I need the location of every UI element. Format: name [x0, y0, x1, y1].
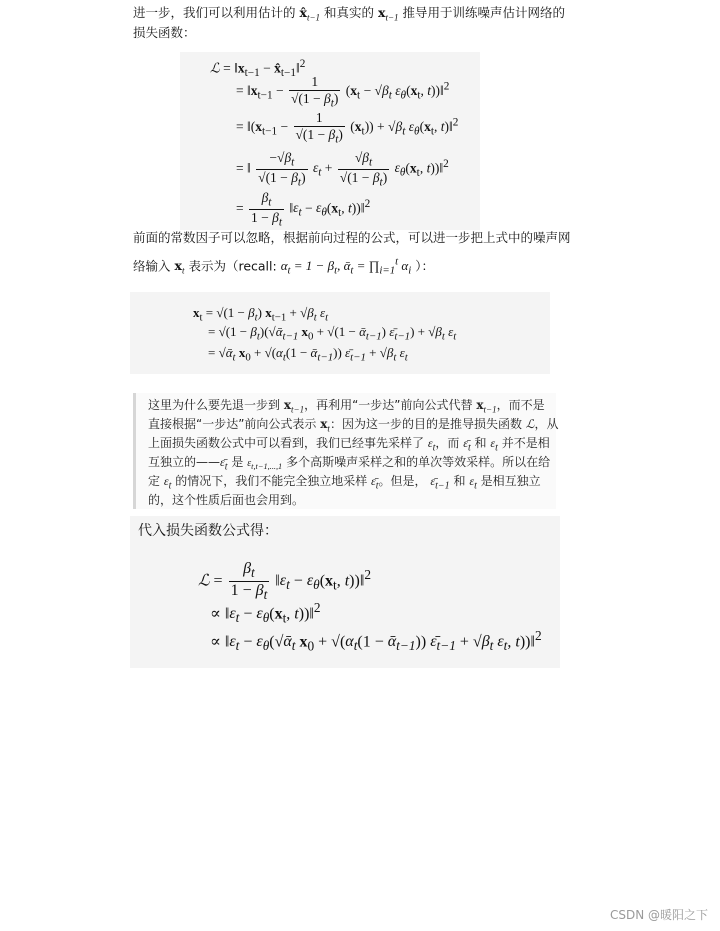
- symbol-x-t-1: $x_{t-1}$: [378, 5, 399, 23]
- quote-line-1: 这里为什么要先退一步到 $x_{t-1}$，再利用“一步达”前向公式代替 $x_{t-1}$，而不是: [148, 398, 545, 415]
- intro-text-c: 推导用于训练噪声估计网络的: [402, 5, 566, 20]
- final-line-1: ℒ = $\frac{\beta_t}{1 - \beta_t}$ $‖\varepsilon_t - \varepsilon_\theta(x_t$, t))‖$^2$: [198, 560, 371, 603]
- symbol-xhat-t-1: $x̂_{t-1}$: [299, 5, 321, 23]
- loss-line-2: = $‖x_{t-1}$ − $\frac{1}{√(1 - \beta_t)}$ ($x_t - √\beta_t$ $\varepsilon_\theta(x_t$, t))‖$^2$: [236, 74, 450, 110]
- final-line-2: ∝ $‖\varepsilon_t - \varepsilon_\theta(x_t$, t))‖$^2$: [210, 600, 321, 626]
- intro-text-a: 进一步，我们可以利用估计的: [133, 5, 296, 20]
- intro-line-1: [133, 3, 565, 28]
- middle-text-b: 表示为（recall:: [188, 258, 277, 274]
- loss-line-1: ℒ = $‖x_{t-1}$ − $x̂_{t-1}‖^2$: [210, 58, 306, 80]
- quote-line-5: 定 $\varepsilon_t$ 的情况下，我们不能完全独立地采样 $\varepsilon̄_t$。但是， $\varepsilon̄_{t-1}$ 和 $\varepsilon_t$ 是相互独立: [148, 474, 541, 492]
- quote-line-2: 直接根据“一步达”前向公式表示 $x_t$：因为这一步的目的是推导损失函数 ℒ，从: [148, 417, 559, 434]
- substitute-heading: 代入损失函数公式得：: [138, 523, 278, 539]
- xt-line-3: = √ᾱ$_t$ $x_0 + √(\alpha_t(1$ − ᾱ$_{t-1}$)) $\varepsilon̄_{t-1} + √\beta_t$ $\varepsilon_t$: [208, 345, 408, 364]
- csdn-watermark: CSDN @暖阳之下: [609, 908, 708, 922]
- symbol-x-t: $x_t$: [174, 258, 185, 276]
- quote-line-3: 上面损失函数公式中可以看到，我们已经事先采样了 $\varepsilon_t$，而 $\varepsilon̄_t$ 和 $\varepsilon_t$ 并不是相: [148, 436, 550, 454]
- middle-line-2: [133, 252, 434, 281]
- loss-line-5: = $\frac{\beta_t}{1 - \beta_t}$ $‖\varepsilon_t - \varepsilon_\theta(x_t$, t))‖$^2$: [236, 190, 371, 229]
- quote-line-6: 的，这个性质后面也会用到。: [148, 493, 305, 507]
- final-line-3: ∝ $‖\varepsilon_t$ − $\varepsilon_\theta(√ᾱ_t$ $x_0 + √(\alpha_t(1$ − ᾱ$_{t-1}$)) $\varepsilon̄_{t-1} + √\beta_t$ $\varepsilon_t$, t))‖$^2$: [210, 628, 542, 654]
- middle-text-a: 络输入: [133, 258, 171, 274]
- loss-line-3: = $‖(x_{t-1}$ − $\frac{1}{√(1 - \beta_t)}$ $(x_t)) + √\beta_t$ $\varepsilon_\theta(x_t$, t)‖$^2$: [236, 110, 459, 146]
- quote-line-4: 互独立的$——\varepsilon̄_t$ 是 $\varepsilon_{t,t-1,...,1}$ 多个高斯噪声采样之和的单次等效采样。所以在给: [148, 455, 551, 473]
- intro-text-b: 和真实的: [324, 5, 375, 20]
- xt-line-1: $x_t = √(1 - \beta_t) x_{t-1} + √\beta_t$ $\varepsilon_t$: [193, 305, 329, 324]
- xt-line-2: = $√(1 - \beta_t)(√ᾱ_{t-1}$ $x_0 + √(1$ − ᾱ$_{t-1}$) $\varepsilon̄_{t-1}) + √\beta_t$ $\varepsilon_t$: [208, 324, 457, 343]
- loss-line-4: = ‖ $\frac{-√\beta_t}{√(1 - \beta_t)}$ $\varepsilon_t$ + $\frac{√\beta_t}{√(1 - \beta_t)}$ $\varepsilon_\theta(x_t$, t))‖$^2$: [236, 150, 449, 189]
- intro-line-2: 损失函数：: [133, 25, 196, 40]
- middle-line-1: 前面的常数因子可以忽略，根据前向过程的公式，可以进一步把上式中的噪声网: [133, 230, 571, 245]
- recall-formula: $\alpha_t = 1 - \beta_t$, ᾱ$_t$ = $\prod_{i=1}^t$ $\alpha_i$: [280, 256, 412, 277]
- middle-text-c: ）：: [415, 258, 434, 274]
